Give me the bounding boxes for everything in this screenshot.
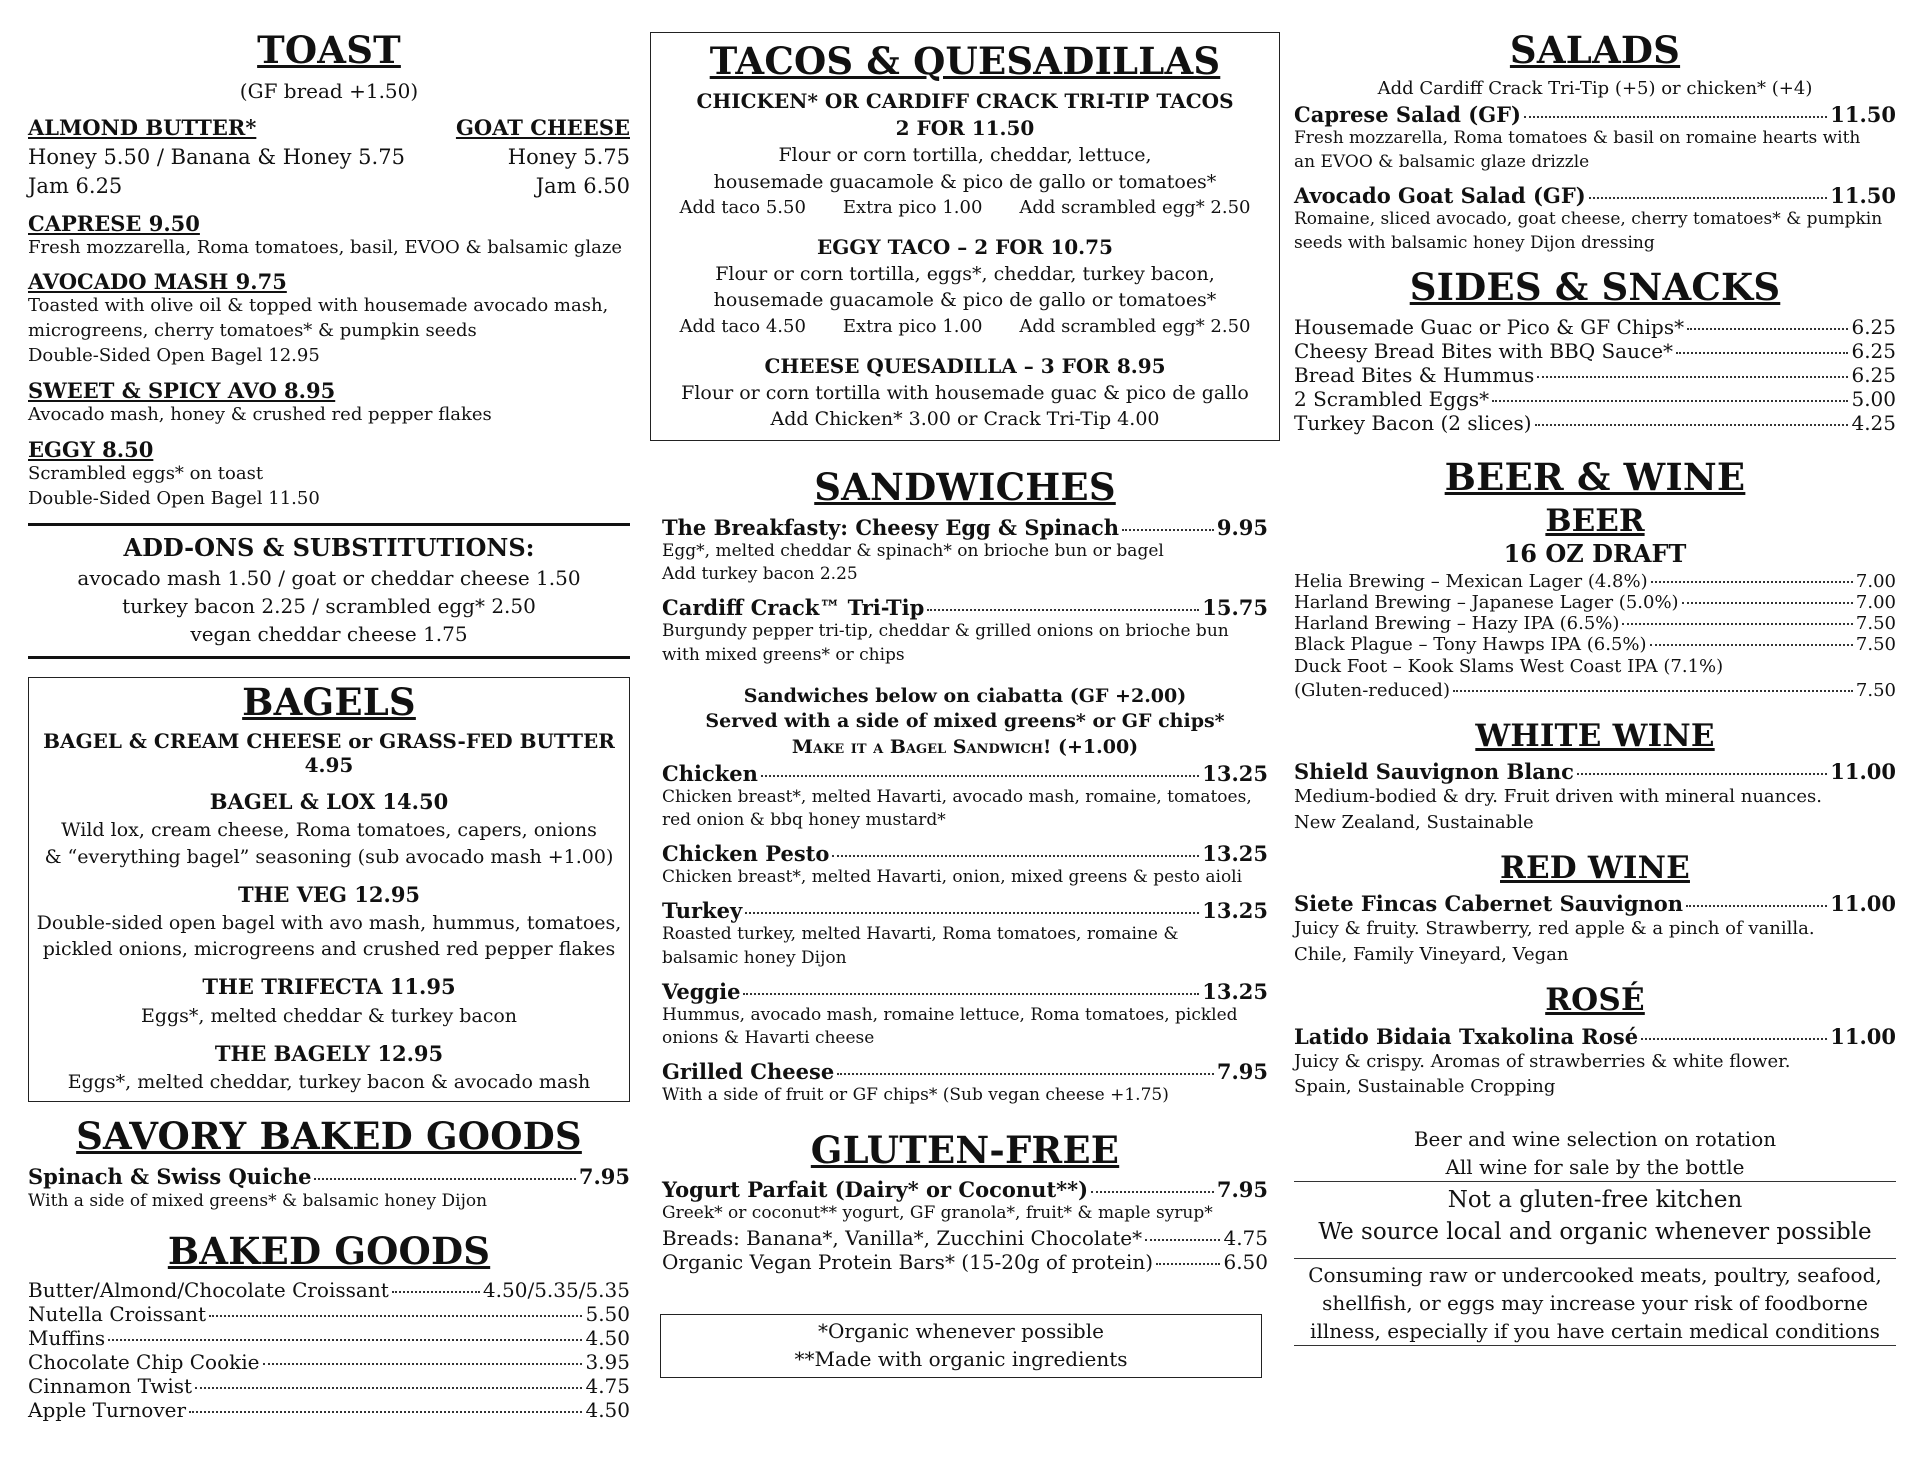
side-name: Bread Bites & Hummus [1294, 362, 1535, 387]
sandwiches-title: SANDWICHES [814, 465, 1116, 510]
beer-name: Harland Brewing – Hazy IPA (6.5%) [1294, 612, 1620, 634]
side-price: 5.00 [1851, 386, 1896, 411]
beer-price: 7.50 [1855, 633, 1896, 655]
toast-spreads [28, 113, 630, 201]
salads-addon-note: Add Cardiff Crack Tri-Tip (+5) or chicken* (+4) [1377, 78, 1813, 100]
rotation-note: Beer and wine selection on rotation [1413, 1126, 1777, 1151]
beer-note: (Gluten-reduced) [1294, 679, 1450, 701]
baked-item [28, 1278, 630, 1302]
side-item [1294, 363, 1896, 387]
left-column [28, 30, 630, 1422]
sandwich-desc: With a side of fruit or GF chips* (Sub vegan cheese +1.75) [662, 1085, 1169, 1106]
side-name: Housemade Guac or Pico & GF Chips* [1294, 314, 1685, 339]
goat-cheese-block [456, 113, 630, 201]
beer-price: 7.50 [1855, 679, 1896, 701]
beer-name: Black Plague – Tony Hawps IPA (6.5%) [1294, 633, 1647, 655]
addons-line: avocado mash 1.50 / goat or cheddar cheese 1.50 [77, 565, 581, 590]
tacos-desc: Add Chicken* 3.00 or Crack Tri-Tip 4.00 [770, 407, 1160, 430]
almond-butter-line2: Jam 6.25 [28, 174, 123, 199]
beer-item [1294, 634, 1896, 655]
gf-item-name: Breads: Banana*, Vanilla*, Zucchini Chocolate* [662, 1226, 1143, 1251]
baked-item-name: Cinnamon Twist [28, 1374, 193, 1399]
tacos-addons [661, 314, 1269, 339]
baked-item-price: 4.75 [585, 1374, 630, 1399]
goat-cheese-line2: Jam 6.50 [535, 174, 630, 199]
tacos-addon: Add scrambled egg* 2.50 [1019, 196, 1251, 218]
sandwich-desc: Roasted turkey, melted Havarti, Roma tomatoes, romaine & [662, 924, 1179, 945]
gluten-kitchen-note: Not a gluten-free kitchen [1447, 1186, 1743, 1213]
tacos-addon: Extra pico 1.00 [842, 315, 983, 337]
side-name: Cheesy Bread Bites with BBQ Sauce* [1294, 338, 1674, 363]
tacos-addons [661, 195, 1269, 220]
savory-title: SAVORY BAKED GOODS [76, 1114, 582, 1159]
kitchen-notes [1294, 1181, 1896, 1248]
gf-item-price: 4.75 [1223, 1226, 1268, 1251]
baked-title: BAKED GOODS [167, 1228, 491, 1273]
sandwich-item [662, 898, 1268, 923]
goat-cheese-label: GOAT CHEESE [455, 115, 630, 141]
wine-desc: Medium-bodied & dry. Fruit driven with mineral nuances. [1294, 786, 1822, 808]
sandwich-price: 13.25 [1202, 841, 1268, 867]
almond-butter-block [28, 113, 405, 201]
baked-item-price: 5.50 [585, 1302, 630, 1327]
tacos-desc: Flour or corn tortilla, eggs*, cheddar, turkey bacon, [715, 263, 1215, 286]
sandwich-desc: Chicken breast*, melted Havarti, avocado mash, romaine, tomatoes, [662, 786, 1252, 807]
baked-item-price: 4.50/5.35/5.35 [482, 1278, 630, 1303]
sandwich-price: 9.95 [1216, 514, 1268, 540]
tacos-desc: housemade guacamole & pico de gallo or tomatoes* [713, 289, 1217, 312]
baked-item-price: 3.95 [585, 1350, 630, 1375]
addons-line: turkey bacon 2.25 / scrambled egg* 2.50 [122, 593, 536, 618]
goat-cheese-line1: Honey 5.75 [507, 144, 630, 169]
salad-desc: Fresh mozzarella, Roma tomatoes & basil on romaine hearts with [1294, 128, 1861, 149]
sandwich-desc: Hummus, avocado mash, romaine lettuce, Roma tomatoes, pickled [662, 1004, 1238, 1025]
tacos-desc: Flour or corn tortilla, cheddar, lettuce, [778, 144, 1152, 167]
toast-item-desc: Double-Sided Open Bagel 12.95 [28, 345, 320, 367]
red-wine-section [1294, 851, 1896, 967]
wine-price: 11.00 [1830, 759, 1896, 785]
bagel-sandwich-note: Make it a Bagel Sandwich! (+1.00) [791, 736, 1139, 759]
baked-item-price: 4.50 [585, 1398, 630, 1423]
addons-line: vegan cheddar cheese 1.75 [190, 621, 468, 646]
sandwich-desc: balsamic honey Dijon [662, 947, 847, 968]
right-column [1294, 30, 1896, 1346]
side-price: 4.25 [1851, 410, 1896, 435]
draft-heading: 16 OZ DRAFT [1503, 539, 1687, 569]
sandwich-name: Turkey [662, 898, 743, 924]
wine-price: 11.00 [1830, 891, 1896, 917]
bagels-section [28, 677, 630, 1103]
side-price: 6.25 [1851, 338, 1896, 363]
beer-item [1294, 680, 1896, 701]
toast-title: TOAST [257, 28, 401, 72]
gf-item [662, 1250, 1268, 1274]
sandwich-item [662, 515, 1268, 540]
beer-heading: BEER [1545, 503, 1645, 540]
sandwich-item [662, 841, 1268, 866]
wine-item [1294, 1024, 1896, 1049]
sandwich-item [662, 595, 1268, 620]
sides-section [1294, 267, 1896, 434]
salad-desc: an EVOO & balsamic glaze drizzle [1294, 152, 1590, 173]
ciabatta-note: Sandwiches below on ciabatta (GF +2.00) [743, 684, 1187, 707]
beer-item [1294, 592, 1896, 613]
gf-item-name: Yogurt Parfait (Dairy* or Coconut**) [662, 1177, 1089, 1203]
wine-name: Shield Sauvignon Blanc [1294, 759, 1574, 785]
salad-desc: seeds with balsamic honey Dijon dressing [1294, 232, 1655, 253]
notes-section [1294, 1125, 1896, 1346]
addons-section [28, 523, 630, 658]
gf-item-price: 6.50 [1223, 1250, 1268, 1275]
addons-title: ADD-ONS & SUBSTITUTIONS: [123, 533, 535, 563]
toast-item [28, 211, 630, 261]
baked-item [28, 1326, 630, 1350]
wine-item [1294, 759, 1896, 784]
bagel-item-name: THE BAGELY 12.95 [214, 1040, 444, 1066]
wine-item [1294, 891, 1896, 916]
savory-item-price: 7.95 [578, 1163, 630, 1189]
toast-item-desc: Toasted with olive oil & topped with housemade avocado mash, [28, 295, 609, 317]
gf-item-price: 7.95 [1216, 1177, 1268, 1203]
toast-item-name: CAPRESE 9.50 [28, 210, 200, 236]
beer-price: 7.50 [1855, 612, 1896, 634]
wine-desc: Juicy & crispy. Aromas of strawberries & white flower. [1294, 1050, 1791, 1072]
side-price: 6.25 [1851, 314, 1896, 339]
almond-butter-label: ALMOND BUTTER* [28, 115, 257, 141]
sandwich-price: 13.25 [1202, 898, 1268, 924]
gluten-free-section [650, 1130, 1280, 1274]
savory-item-name: Spinach & Swiss Quiche [28, 1163, 312, 1189]
bagel-item-name: BAGEL & LOX 14.50 [209, 789, 449, 815]
sandwich-name: Grilled Cheese [662, 1059, 835, 1085]
baked-item-price: 4.50 [585, 1326, 630, 1351]
salads-section [1294, 30, 1896, 255]
side-item [1294, 387, 1896, 411]
sandwich-desc: Burgundy pepper tri-tip, cheddar & grilled onions on brioche bun [662, 621, 1229, 642]
savory-item [28, 1164, 630, 1189]
sandwich-desc: red onion & bbq honey mustard* [662, 810, 946, 831]
baked-item-name: Muffins [28, 1326, 106, 1351]
side-item [1294, 339, 1896, 363]
warning-line: shellfish, or eggs may increase your risk of foodborne [1322, 1291, 1868, 1316]
warning-line: Consuming raw or undercooked meats, poultry, seafood, [1308, 1263, 1882, 1288]
sandwich-item [662, 979, 1268, 1004]
tacos-addon: Extra pico 1.00 [842, 196, 983, 218]
toast-item-name: AVOCADO MASH 9.75 [28, 269, 287, 295]
side-item [1294, 411, 1896, 435]
tacos-addon: Add taco 4.50 [679, 315, 806, 337]
sandwich-price: 7.95 [1216, 1059, 1268, 1085]
salad-price: 11.50 [1830, 182, 1896, 208]
bottle-note: All wine for sale by the bottle [1445, 1154, 1745, 1179]
white-wine-title: WHITE WINE [1475, 717, 1715, 754]
toast-item [28, 437, 630, 512]
tacos-heading: CHICKEN* OR CARDIFF CRACK TRI-TIP TACOS [696, 89, 1234, 114]
bagel-item-desc: Eggs*, melted cheddar, turkey bacon & avocado mash [67, 1071, 591, 1094]
baked-item-name: Butter/Almond/Chocolate Croissant [28, 1278, 389, 1303]
food-warning [1294, 1258, 1896, 1346]
sandwich-price: 13.25 [1202, 760, 1268, 786]
sides-title: SIDES & SNACKS [1409, 265, 1781, 310]
rose-title: ROSÉ [1545, 981, 1645, 1018]
toast-item-desc: Double-Sided Open Bagel 11.50 [28, 487, 320, 509]
wine-origin: New Zealand, Sustainable [1294, 811, 1534, 833]
beer-item [1294, 571, 1896, 592]
quesadilla-heading: CHEESE QUESADILLA – 3 FOR 8.95 [764, 353, 1166, 378]
savory-section [28, 1116, 630, 1213]
side-price: 6.25 [1851, 362, 1896, 387]
toast-section [28, 30, 630, 511]
beer-name: Duck Foot – Kook Slams West Coast IPA (7.1%) [1294, 655, 1724, 677]
sandwich-name: Chicken [662, 760, 758, 786]
savory-item-desc: With a side of mixed greens* & balsamic honey Dijon [28, 1190, 488, 1211]
sandwich-price: 15.75 [1202, 595, 1268, 621]
sandwich-desc: onions & Havarti cheese [662, 1028, 875, 1049]
wine-desc: Juicy & fruity. Strawberry, red apple & a pinch of vanilla. [1294, 918, 1815, 940]
footnote-box [660, 1314, 1262, 1378]
sandwich-price: 13.25 [1202, 978, 1268, 1004]
baked-item-name: Chocolate Chip Cookie [28, 1350, 260, 1375]
baked-item [28, 1374, 630, 1398]
wine-origin: Chile, Family Vineyard, Vegan [1294, 943, 1569, 965]
side-item [1294, 315, 1896, 339]
toast-item-desc: Fresh mozzarella, Roma tomatoes, basil, EVOO & balsamic glaze [28, 236, 623, 258]
sandwich-item [662, 761, 1268, 786]
sandwich-name: The Breakfasty: Cheesy Egg & Spinach [662, 514, 1120, 540]
eggy-taco-heading: EGGY TACO – 2 FOR 10.75 [817, 235, 1113, 260]
tacos-desc: Flour or corn tortilla with housemade guac & pico de gallo [681, 381, 1249, 404]
side-note: Served with a side of mixed greens* or GF chips* [705, 710, 1225, 733]
toast-item [28, 378, 630, 428]
gf-item-name: Organic Vegan Protein Bars* (15-20g of protein) [662, 1250, 1154, 1275]
salad-desc: Romaine, sliced avocado, goat cheese, cherry tomatoes* & pumpkin [1294, 208, 1883, 229]
beer-wine-title: BEER & WINE [1444, 454, 1746, 499]
toast-item-desc: Scrambled eggs* on toast [28, 462, 264, 484]
sandwich-desc: Chicken breast*, melted Havarti, onion, mixed greens & pesto aioli [662, 867, 1243, 888]
sandwich-name: Veggie [662, 978, 741, 1004]
bagel-item-desc: Double-sided open bagel with avo mash, hummus, tomatoes, [36, 911, 622, 934]
bagel-item-desc: pickled onions, microgreens and crushed red pepper flakes [42, 938, 616, 961]
salad-name: Avocado Goat Salad (GF) [1294, 182, 1586, 208]
gf-item-desc: Greek* or coconut** yogurt, GF granola*, fruit* & maple syrup* [662, 1203, 1213, 1224]
wine-price: 11.00 [1830, 1023, 1896, 1049]
bagels-title: BAGELS [242, 679, 416, 724]
sandwich-desc: Egg*, melted cheddar & spinach* on brioche bun or bagel [662, 540, 1164, 561]
sandwich-desc: with mixed greens* or chips [662, 644, 905, 665]
sandwich-desc: Add turkey bacon 2.25 [662, 564, 858, 585]
gluten-free-title: GLUTEN-FREE [810, 1128, 1120, 1173]
gf-item [662, 1226, 1268, 1250]
baked-item [28, 1398, 630, 1422]
toast-item [28, 269, 630, 368]
white-wine-section [1294, 719, 1896, 835]
baked-item [28, 1350, 630, 1374]
wine-origin: Spain, Sustainable Cropping [1294, 1075, 1556, 1097]
baked-section [28, 1228, 630, 1423]
beer-name: Helia Brewing – Mexican Lager (4.8%) [1294, 570, 1648, 592]
salad-price: 11.50 [1830, 102, 1896, 128]
salads-title: SALADS [1509, 28, 1681, 72]
tacos-addon: Add scrambled egg* 2.50 [1019, 315, 1251, 337]
beer-item [1294, 613, 1896, 634]
rose-section [1294, 983, 1896, 1099]
beer-wine-section [1294, 454, 1896, 701]
footnote-organic: *Organic whenever possible [818, 1319, 1104, 1344]
toast-item-name: EGGY 8.50 [28, 436, 154, 462]
baked-item [28, 1302, 630, 1326]
bagels-headline: BAGEL & CREAM CHEESE or GRASS-FED BUTTER 4.95 [43, 729, 615, 778]
sandwich-name: Cardiff Crack™ Tri-Tip [662, 595, 925, 621]
bagel-item-name: THE TRIFECTA 11.95 [202, 974, 456, 1000]
warning-line: illness, especially if you have certain medical conditions [1310, 1319, 1880, 1344]
salad-name: Caprese Salad (GF) [1294, 102, 1521, 128]
local-organic-note: We source local and organic whenever possible [1318, 1219, 1872, 1246]
beer-price: 7.00 [1855, 591, 1896, 613]
toast-item-desc: microgreens, cherry tomatoes* & pumpkin seeds [28, 320, 477, 342]
baked-item-name: Nutella Croissant [28, 1302, 206, 1327]
wine-name: Latido Bidaia Txakolina Rosé [1294, 1023, 1639, 1049]
almond-butter-line1: Honey 5.50 / Banana & Honey 5.75 [28, 144, 405, 169]
tacos-desc: housemade guacamole & pico de gallo or tomatoes* [713, 170, 1217, 193]
beer-name: Harland Brewing – Japanese Lager (5.0%) [1294, 591, 1679, 613]
bagel-item-name: THE VEG 12.95 [237, 881, 421, 907]
tacos-addon: Add taco 5.50 [679, 196, 806, 218]
gf-item [662, 1177, 1268, 1202]
tacos-section [650, 32, 1280, 441]
side-name: 2 Scrambled Eggs* [1294, 386, 1490, 411]
side-name: Turkey Bacon (2 slices) [1294, 410, 1532, 435]
sandwich-item [662, 1059, 1268, 1084]
bagel-item-desc: Eggs*, melted cheddar & turkey bacon [140, 1004, 518, 1027]
toast-item-desc: Avocado mash, honey & crushed red pepper flakes [28, 403, 492, 425]
salad-item [1294, 183, 1896, 208]
salad-item [1294, 102, 1896, 127]
toast-gf-note: (GF bread +1.50) [239, 79, 419, 104]
wine-name: Siete Fincas Cabernet Sauvignon [1294, 891, 1684, 917]
red-wine-title: RED WINE [1500, 849, 1690, 886]
beer-price: 7.00 [1855, 570, 1896, 592]
toast-item-name: SWEET & SPICY AVO 8.95 [28, 377, 336, 403]
tacos-title: TACOS & QUESADILLAS [709, 39, 1221, 83]
bagel-item-desc: Wild lox, cream cheese, Roma tomatoes, capers, onions [61, 819, 597, 842]
footnote-ingredients: **Made with organic ingredients [794, 1347, 1128, 1372]
sandwiches-section [650, 467, 1280, 1108]
sandwich-name: Chicken Pesto [662, 841, 830, 867]
baked-item-name: Apple Turnover [28, 1398, 187, 1423]
middle-column [650, 32, 1280, 1378]
bagel-item-desc: & “everything bagel” seasoning (sub avocado mash +1.00) [44, 845, 614, 868]
tacos-heading: 2 FOR 11.50 [895, 116, 1035, 141]
